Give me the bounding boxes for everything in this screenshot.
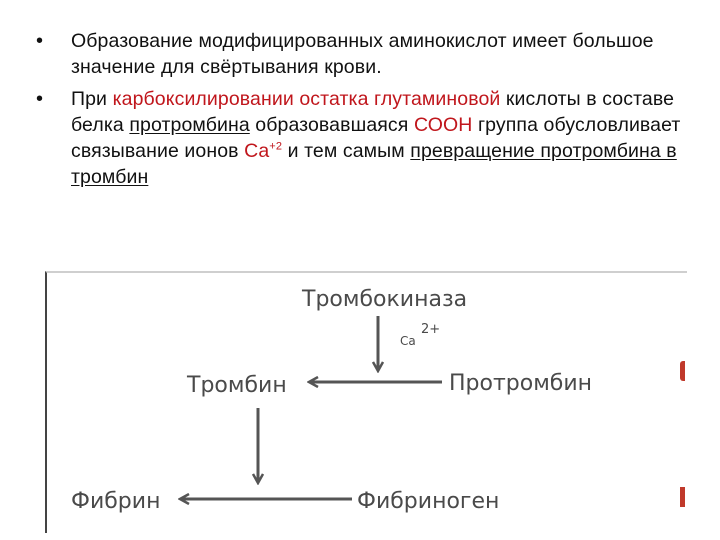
coagulation-diagram xyxy=(45,271,687,533)
link-conversion[interactable]: превращение протромбина в тромбин xyxy=(71,140,677,188)
bullet-item-2 xyxy=(28,86,688,190)
bullet-dot: • xyxy=(36,30,44,52)
link-prothrombin[interactable]: протромбина xyxy=(129,114,250,136)
text-segment: кислоты в составе белка xyxy=(71,88,675,136)
bullet-item-1 xyxy=(28,28,688,80)
edge-mark-top xyxy=(680,361,685,381)
edge-mark-bottom xyxy=(680,487,685,507)
highlight-carboxylation: карбоксилировании остатка глутаминовой xyxy=(112,88,501,110)
text-segment: и тем самым xyxy=(282,140,411,162)
label-fibrin: Фибрин xyxy=(71,489,161,514)
label-prothrombin: Протромбин xyxy=(449,371,593,396)
label-calcium-charge: 2+ xyxy=(421,322,441,337)
highlight-cooh: СООН xyxy=(413,114,473,136)
highlight-calcium: Ca xyxy=(244,140,270,162)
label-thrombokinase: Тромбокиназа xyxy=(302,287,468,312)
diagram-canvas xyxy=(47,273,687,533)
bullet-list xyxy=(28,28,688,196)
bullet-dot: • xyxy=(36,88,44,110)
calcium-charge: +2 xyxy=(269,140,283,153)
label-calcium: Ca xyxy=(400,334,416,348)
text-segment: При xyxy=(71,88,113,110)
label-thrombin: Тромбин xyxy=(187,373,287,398)
text-segment: группа обусловливает связывание ионов xyxy=(71,114,681,162)
bullet-text: Образование модифицированных аминокислот имеет большое значение для свёртывания крови. xyxy=(71,30,654,78)
text-segment: образовавшаяся xyxy=(249,114,414,136)
label-fibrinogen: Фибриноген xyxy=(357,489,500,514)
